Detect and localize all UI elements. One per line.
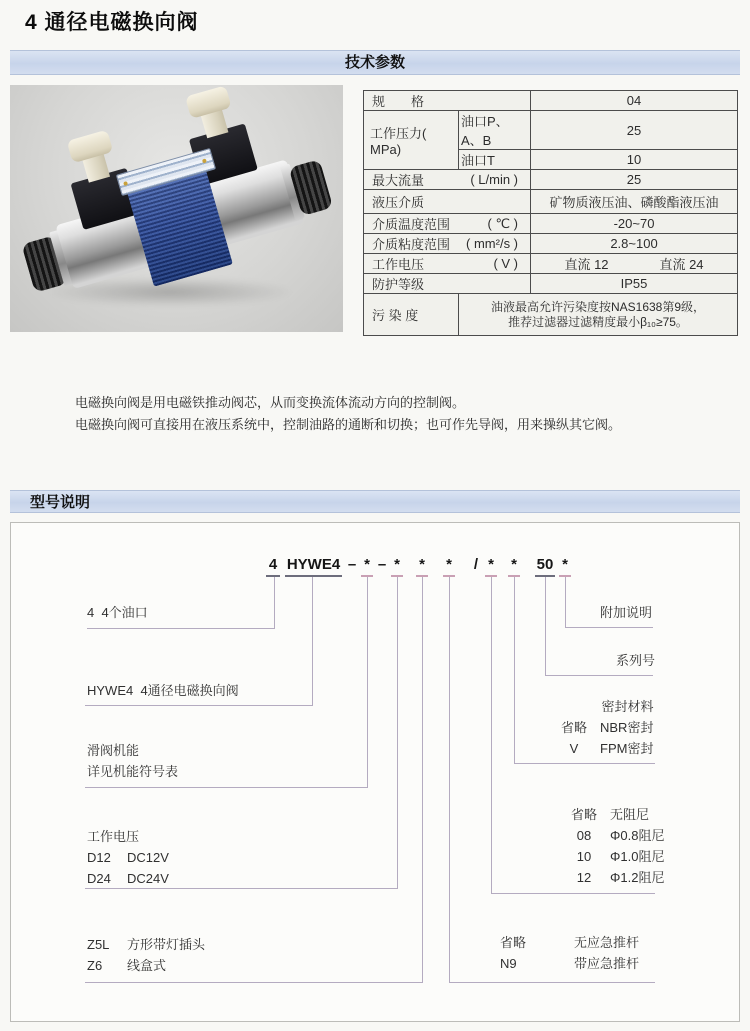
- viscosity-label: 介质粘度范围: [372, 237, 451, 252]
- code-key: 10: [576, 849, 592, 864]
- ip-value: IP55: [531, 274, 738, 294]
- connector-line: [312, 577, 313, 705]
- table-row: [364, 111, 738, 150]
- temp-unit: ( ℃ ): [487, 215, 519, 231]
- contamination-line1: 油液最高允许污染度按NAS1638第9级，: [490, 299, 706, 314]
- tech-params-table: [363, 90, 738, 336]
- code-star-push: *: [443, 556, 455, 577]
- connector-line: [87, 628, 275, 629]
- connector-line: [85, 787, 368, 788]
- connector-line: [565, 577, 566, 627]
- connector-line: [367, 577, 368, 787]
- connector-line: [422, 577, 423, 982]
- callout-spool-line1: 滑阀机能: [87, 743, 140, 758]
- connector-line: [514, 577, 515, 763]
- voltage-label: 工作电压: [372, 257, 425, 272]
- page-title: 4 通径电磁换向阀: [25, 11, 199, 34]
- code-desc: 无阻尼: [610, 807, 650, 822]
- callout-damping: [566, 804, 664, 888]
- viscosity-unit: ( mm²/s ): [466, 236, 519, 251]
- connector-line: [545, 577, 546, 675]
- flow-unit: ( L/min ): [470, 172, 519, 187]
- contamination-label: 污 染 度: [364, 294, 459, 336]
- connector-line: [514, 763, 655, 764]
- callout-row: [556, 738, 653, 759]
- callout-row: [500, 932, 639, 953]
- table-row: [364, 190, 738, 214]
- callout-seal: [556, 696, 653, 759]
- callout-row: [566, 867, 664, 888]
- code-star-damping: *: [485, 556, 497, 577]
- table-row: [364, 170, 738, 190]
- code-desc: 线盒式: [127, 958, 167, 973]
- model-header: [10, 490, 740, 513]
- callout-voltage: [87, 826, 169, 889]
- callout-seal-title: 密封材料: [601, 699, 654, 714]
- ip-label: 防护等级: [364, 274, 531, 294]
- code-star-extra: *: [559, 556, 571, 577]
- code-ports: 4: [266, 556, 280, 577]
- code-key: 省略: [560, 720, 587, 735]
- temp-label: 介质温度范围: [372, 217, 451, 232]
- callout-row: [87, 868, 169, 889]
- code-desc: FPM密封: [600, 741, 654, 756]
- code-key: 12: [576, 870, 592, 885]
- description: [75, 392, 621, 436]
- callout-row: [556, 717, 653, 738]
- callout-row: [566, 804, 664, 825]
- callout-spool-line2: 详见机能符号表: [87, 764, 179, 779]
- temp-value: -20~70: [531, 214, 738, 234]
- table-row: [364, 234, 738, 254]
- description-line1: 电磁换向阀是用电磁铁推动阀芯，从而变换流体流动方向的控制阀。: [75, 395, 466, 410]
- callout-ports: 4 4个油口: [87, 605, 148, 620]
- connector-line: [449, 982, 655, 983]
- contamination-line2: 推荐过滤器过滤精度最小β₁₀≥75。: [508, 314, 688, 329]
- code-key: 省略: [500, 935, 527, 950]
- code-star-spool: *: [361, 556, 373, 577]
- code-dash: –: [347, 556, 357, 573]
- medium-label: 液压介质: [364, 190, 531, 214]
- voltage-dc24: 直流 24: [659, 257, 704, 272]
- code-slash: /: [473, 556, 479, 573]
- callout-row: [566, 825, 664, 846]
- table-row: [364, 294, 738, 336]
- flow-label: 最大流量: [372, 173, 425, 188]
- code-desc: 方形带灯插头: [127, 937, 206, 952]
- port-t-label: 油口T: [459, 150, 531, 170]
- voltage-unit: ( V ): [493, 256, 519, 271]
- nameplate-screw: [202, 158, 207, 163]
- callout-row: [87, 955, 205, 976]
- callout-row: [500, 953, 639, 974]
- code-desc: NBR密封: [600, 720, 654, 735]
- connector-line: [274, 577, 275, 628]
- spec-label: 规 格: [364, 91, 531, 111]
- code-dash: –: [377, 556, 387, 573]
- valve-plug-cap-left: [67, 130, 114, 164]
- callout-row: [87, 934, 205, 955]
- description-line2: 电磁换向阀可直接用在液压系统中，控制油路的通断和切换；也可作先导阀，用来操纵其它阀。: [75, 417, 622, 432]
- connector-line: [491, 893, 655, 894]
- connector-line: [397, 577, 398, 888]
- code-key: 省略: [570, 807, 597, 822]
- callout-voltage-title: 工作电压: [87, 829, 140, 844]
- code-key: Z5L: [87, 937, 110, 952]
- voltage-dc12: 直流 12: [564, 257, 609, 272]
- medium-value: 矿物质液压油、磷酸酯液压油: [531, 190, 738, 214]
- code-desc: 无应急推杆: [574, 935, 640, 950]
- table-row: [364, 274, 738, 294]
- port-t-value: 10: [531, 150, 738, 170]
- nameplate-screw: [123, 181, 128, 186]
- code-key: D12: [87, 850, 111, 865]
- connector-line: [85, 982, 423, 983]
- connector-line: [449, 577, 450, 982]
- callout-plug: [87, 934, 205, 976]
- code-key: N9: [500, 956, 517, 971]
- tech-params-header: [10, 50, 740, 75]
- callout-row: [87, 847, 169, 868]
- connector-line: [545, 675, 653, 676]
- port-pab-label: 油口P、A、B: [459, 111, 531, 150]
- callout-series-name: HYWE4 4通径电磁换向阀: [87, 683, 239, 698]
- valve-plug-cap-right: [185, 85, 232, 119]
- code-desc: DC24V: [127, 871, 169, 886]
- code-key: Z6: [87, 958, 103, 973]
- model-header-label: 型号说明: [30, 494, 91, 511]
- code-series-no: 50: [535, 556, 555, 577]
- callout-series-no: 系列号: [616, 653, 656, 668]
- code-star-plug: *: [416, 556, 428, 577]
- port-pab-value: 25: [531, 111, 738, 150]
- code-star-voltage: *: [391, 556, 403, 577]
- table-row: [364, 214, 738, 234]
- viscosity-value: 2.8~100: [531, 234, 738, 254]
- callout-extra: 附加说明: [600, 605, 653, 620]
- code-series: HYWE4: [285, 556, 342, 577]
- code-star-seal: *: [508, 556, 520, 577]
- callout-spool: [87, 740, 178, 782]
- code-key: D24: [87, 871, 111, 886]
- code-desc: Φ1.2阻尼: [610, 870, 665, 885]
- callout-row: [566, 846, 664, 867]
- connector-line: [85, 705, 313, 706]
- pressure-label: 工作压力( MPa): [364, 111, 459, 170]
- code-desc: DC12V: [127, 850, 169, 865]
- table-row: [364, 91, 738, 111]
- connector-line: [491, 577, 492, 893]
- tech-params-header-label: 技术参数: [344, 54, 405, 71]
- callout-push: [500, 932, 639, 974]
- table-row: [364, 254, 738, 274]
- code-desc: 带应急推杆: [574, 956, 640, 971]
- code-key: V: [569, 741, 579, 756]
- code-desc: Φ1.0阻尼: [610, 849, 665, 864]
- product-photo: [10, 85, 343, 332]
- flow-value: 25: [531, 170, 738, 190]
- connector-line: [565, 627, 653, 628]
- code-key: 08: [576, 828, 592, 843]
- code-desc: Φ0.8阻尼: [610, 828, 665, 843]
- spec-value: 04: [531, 91, 738, 111]
